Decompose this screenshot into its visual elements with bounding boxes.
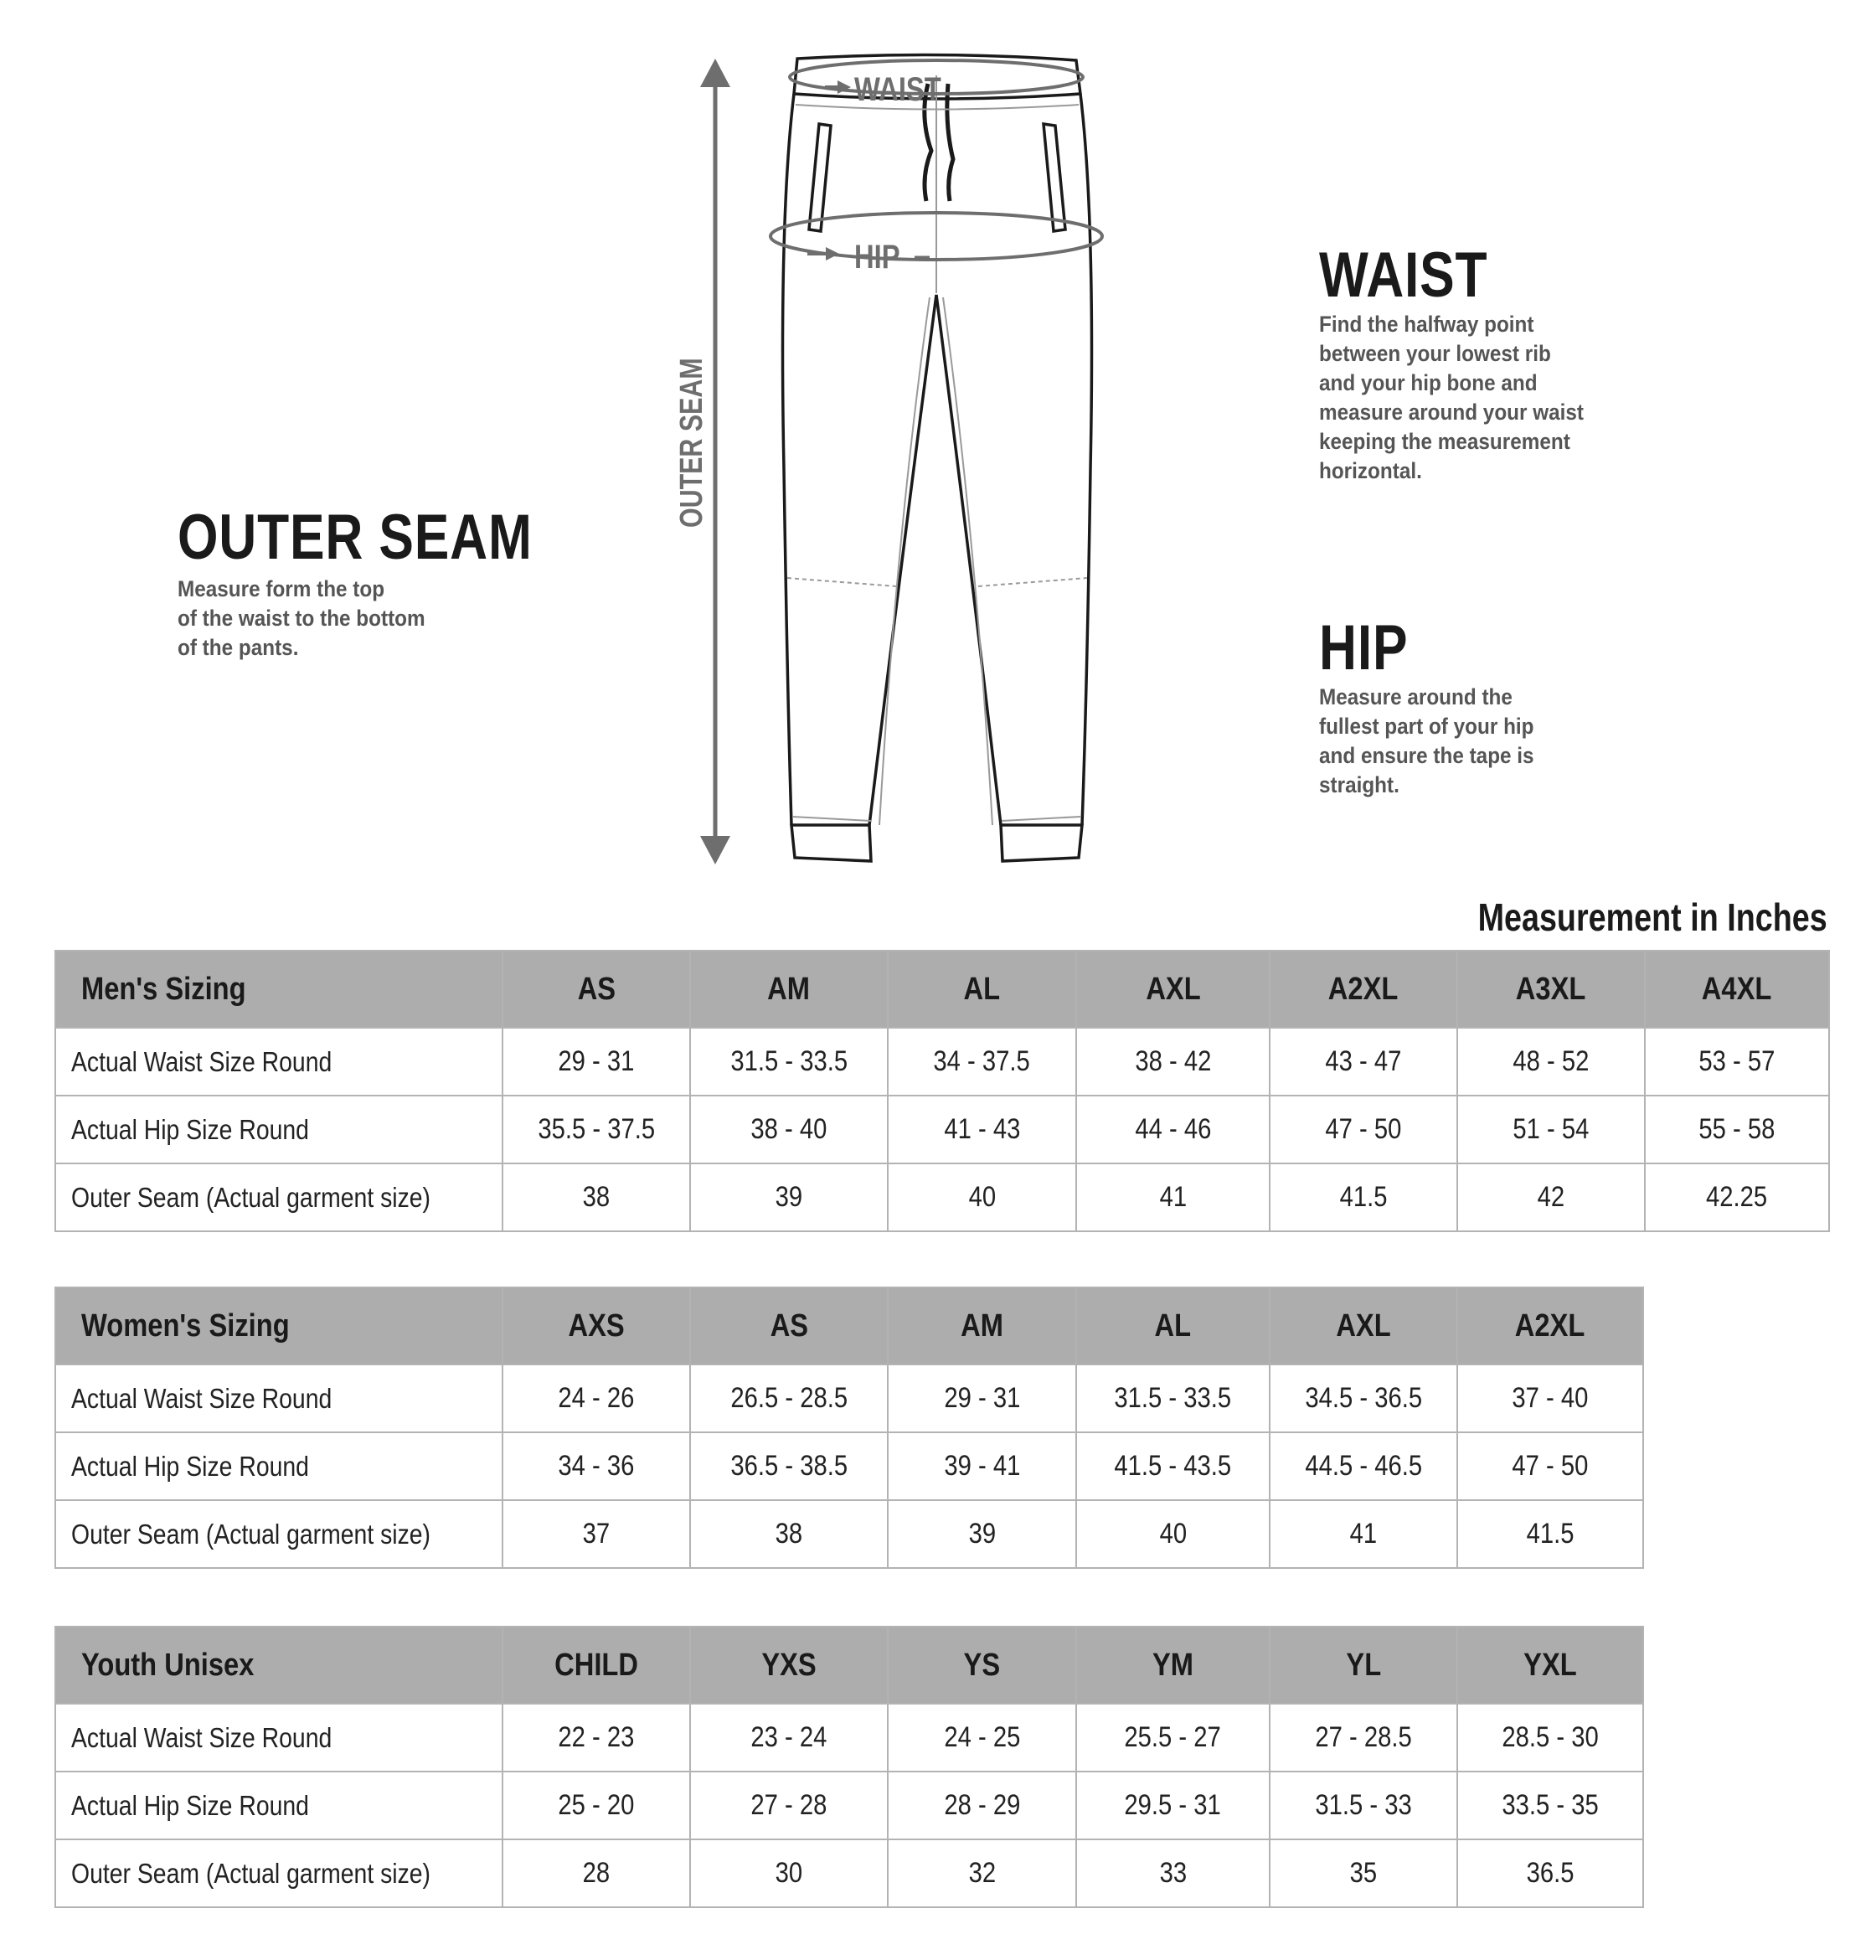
table-cell: 53 - 57	[1645, 1028, 1829, 1096]
size-header: YXL	[1457, 1627, 1643, 1704]
waist-diagram-label: WAIST	[854, 70, 941, 108]
table-row	[55, 1364, 1643, 1432]
table-cell: 38 - 42	[1076, 1028, 1270, 1096]
table-cell: 35.5 - 37.5	[502, 1096, 690, 1163]
size-header: AL	[888, 951, 1076, 1028]
table-cell: 29.5 - 31	[1076, 1772, 1270, 1839]
table-cell: 34.5 - 36.5	[1270, 1364, 1457, 1432]
table-cell: 34 - 36	[502, 1432, 690, 1500]
pants-diagram	[0, 0, 1876, 888]
size-header: AXS	[502, 1287, 690, 1364]
table-cell: 41.5 - 43.5	[1076, 1432, 1270, 1500]
table-cell: 25.5 - 27	[1076, 1704, 1270, 1772]
table-cell: 38	[690, 1500, 888, 1568]
size-header: CHILD	[502, 1627, 690, 1704]
hip-diagram-label: HIP	[854, 237, 900, 276]
table-cell: 44 - 46	[1076, 1096, 1270, 1163]
size-header: AM	[690, 951, 888, 1028]
row-label: Actual Waist Size Round	[55, 1704, 502, 1772]
table-cell: 31.5 - 33.5	[690, 1028, 888, 1096]
size-header: A2XL	[1457, 1287, 1643, 1364]
row-label: Outer Seam (Actual garment size)	[55, 1500, 502, 1568]
size-header: YXS	[690, 1627, 888, 1704]
youth-table-title: Youth Unisex	[55, 1627, 502, 1704]
size-header: AS	[690, 1287, 888, 1364]
hip-title: HIP	[1319, 612, 1409, 683]
size-header: AXL	[1076, 951, 1270, 1028]
outer-seam-title: OUTER SEAM	[178, 502, 533, 573]
mens-sizing-table	[54, 950, 1830, 1232]
table-cell: 37	[502, 1500, 690, 1568]
table-cell: 24 - 25	[888, 1704, 1076, 1772]
size-header: AM	[888, 1287, 1076, 1364]
table-cell: 47 - 50	[1270, 1096, 1457, 1163]
mens-table-title: Men's Sizing	[55, 951, 502, 1028]
size-header: YM	[1076, 1627, 1270, 1704]
table-cell: 28.5 - 30	[1457, 1704, 1643, 1772]
size-header: AL	[1076, 1287, 1270, 1364]
row-label: Actual Waist Size Round	[55, 1028, 502, 1096]
table-cell: 41.5	[1457, 1500, 1643, 1568]
table-cell: 51 - 54	[1457, 1096, 1645, 1163]
size-header: YS	[888, 1627, 1076, 1704]
table-cell: 24 - 26	[502, 1364, 690, 1432]
size-header: A2XL	[1270, 951, 1457, 1028]
size-header: YL	[1270, 1627, 1457, 1704]
waist-title: WAIST	[1319, 240, 1488, 311]
table-cell: 23 - 24	[690, 1704, 888, 1772]
table-cell: 36.5 - 38.5	[690, 1432, 888, 1500]
table-cell: 29 - 31	[888, 1364, 1076, 1432]
table-cell: 28 - 29	[888, 1772, 1076, 1839]
row-label: Outer Seam (Actual garment size)	[55, 1839, 502, 1907]
table-cell: 31.5 - 33	[1270, 1772, 1457, 1839]
table-cell: 44.5 - 46.5	[1270, 1432, 1457, 1500]
table-cell: 32	[888, 1839, 1076, 1907]
table-row	[55, 1096, 1829, 1163]
table-cell: 42.25	[1645, 1163, 1829, 1231]
table-cell: 38	[502, 1163, 690, 1231]
units-note: Measurement in Inches	[1477, 895, 1827, 939]
table-row	[55, 1500, 1643, 1568]
table-cell: 33	[1076, 1839, 1270, 1907]
table-header-row	[55, 951, 1829, 1028]
table-cell: 48 - 52	[1457, 1028, 1645, 1096]
table-row	[55, 1704, 1643, 1772]
womens-sizing-table	[54, 1287, 1644, 1569]
table-cell: 41	[1076, 1163, 1270, 1231]
table-cell: 22 - 23	[502, 1704, 690, 1772]
table-cell: 28	[502, 1839, 690, 1907]
row-label: Actual Hip Size Round	[55, 1432, 502, 1500]
outer-seam-description: Measure form the top of the waist to the bottom of the pants.	[178, 576, 425, 660]
table-row	[55, 1772, 1643, 1839]
table-cell: 25 - 20	[502, 1772, 690, 1839]
youth-sizing-table	[54, 1626, 1644, 1908]
table-cell: 40	[888, 1163, 1076, 1231]
table-cell: 27 - 28.5	[1270, 1704, 1457, 1772]
row-label: Outer Seam (Actual garment size)	[55, 1163, 502, 1231]
table-cell: 37 - 40	[1457, 1364, 1643, 1432]
table-cell: 47 - 50	[1457, 1432, 1643, 1500]
table-cell: 26.5 - 28.5	[690, 1364, 888, 1432]
table-row	[55, 1839, 1643, 1907]
table-cell: 39 - 41	[888, 1432, 1076, 1500]
table-header-row	[55, 1627, 1643, 1704]
womens-table-title: Women's Sizing	[55, 1287, 502, 1364]
row-label: Actual Hip Size Round	[55, 1772, 502, 1839]
hip-description: Measure around the fullest part of your hip and ensure the tape is straight.	[1319, 684, 1534, 797]
table-cell: 36.5	[1457, 1839, 1643, 1907]
table-cell: 39	[690, 1163, 888, 1231]
table-cell: 35	[1270, 1839, 1457, 1907]
table-cell: 39	[888, 1500, 1076, 1568]
outer-seam-diagram-label: OUTER SEAM	[673, 358, 709, 528]
table-cell: 33.5 - 35	[1457, 1772, 1643, 1839]
table-cell: 40	[1076, 1500, 1270, 1568]
table-cell: 41	[1270, 1500, 1457, 1568]
table-cell: 31.5 - 33.5	[1076, 1364, 1270, 1432]
table-cell: 41.5	[1270, 1163, 1457, 1231]
table-cell: 55 - 58	[1645, 1096, 1829, 1163]
table-cell: 43 - 47	[1270, 1028, 1457, 1096]
table-header-row	[55, 1287, 1643, 1364]
table-cell: 30	[690, 1839, 888, 1907]
table-cell: 29 - 31	[502, 1028, 690, 1096]
waist-description: Find the halfway point between your lowest rib and your hip bone and measure around your waist keeping the measurement horizontal.	[1319, 312, 1584, 483]
size-header: A3XL	[1457, 951, 1645, 1028]
size-header: AS	[502, 951, 690, 1028]
table-cell: 38 - 40	[690, 1096, 888, 1163]
size-header: A4XL	[1645, 951, 1829, 1028]
table-row	[55, 1163, 1829, 1231]
table-cell: 42	[1457, 1163, 1645, 1231]
table-row	[55, 1432, 1643, 1500]
table-cell: 34 - 37.5	[888, 1028, 1076, 1096]
row-label: Actual Hip Size Round	[55, 1096, 502, 1163]
table-row	[55, 1028, 1829, 1096]
table-cell: 27 - 28	[690, 1772, 888, 1839]
row-label: Actual Waist Size Round	[55, 1364, 502, 1432]
table-cell: 41 - 43	[888, 1096, 1076, 1163]
pants-stitching	[787, 75, 1087, 825]
size-header: AXL	[1270, 1287, 1457, 1364]
